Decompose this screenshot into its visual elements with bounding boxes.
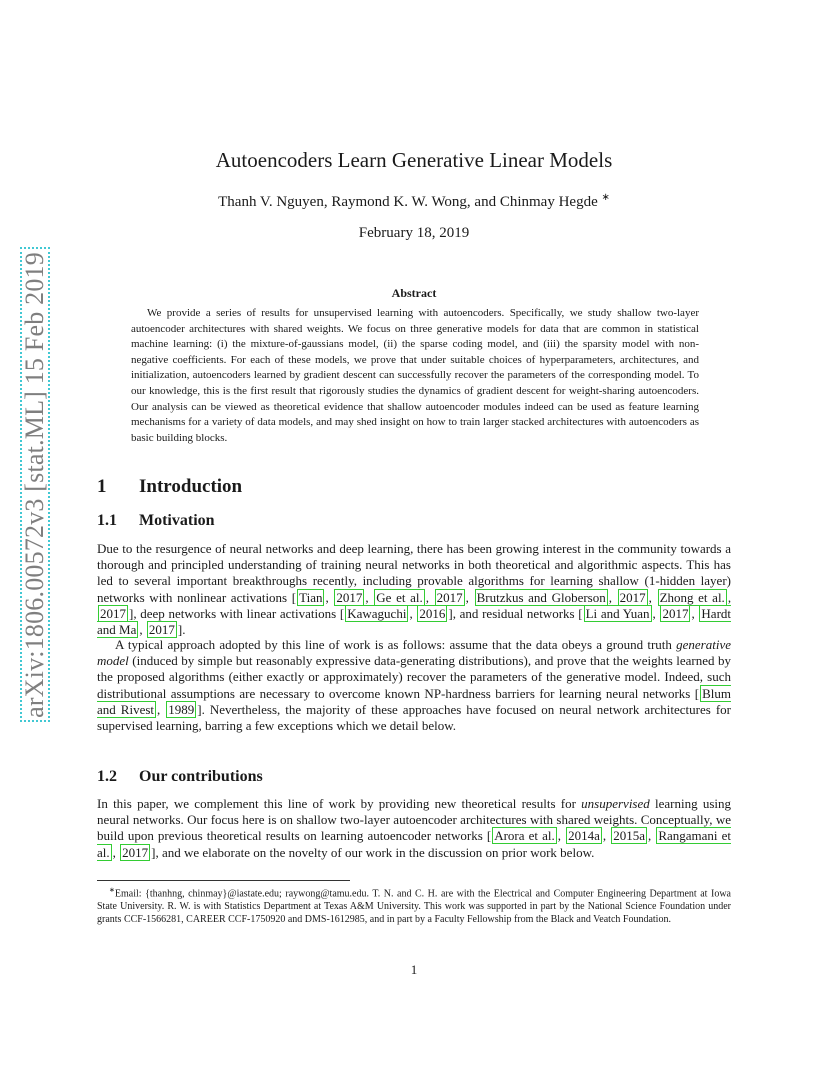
arxiv-id: arXiv:1806.00572v3 [stat.ML] 15 Feb 2019	[20, 251, 49, 718]
citation-link[interactable]: 2017	[619, 589, 646, 605]
citation-link[interactable]: 2017	[100, 605, 126, 621]
text: ], deep networks with linear activations [	[129, 605, 345, 621]
author-footnote-mark[interactable]: ∗	[601, 192, 610, 203]
text: In this paper, we complement this line of work by providing new theoretical results for	[97, 796, 582, 811]
citation-link[interactable]: Ge et al.	[376, 589, 423, 605]
citation-link[interactable]: Tian	[299, 589, 323, 605]
text: ,	[365, 589, 374, 605]
text: ,	[608, 589, 617, 605]
text: ,	[325, 589, 334, 605]
paper-date: February 18, 2019	[358, 225, 470, 241]
authors: Thanh V. Nguyen, Raymond K. W. Wong, and Chinmay Hegde	[218, 194, 598, 210]
footnote-text: Email: {thanhng, chinmay}@iastate.edu; raywong@tamu.edu. T. N. and C. H. are with the Electrical and Computer Engineering Department at Iowa State University. R. W. is with Statistics Department at Texas A&M University. This work was supported in part by the National Science Foundation under grants CCF-1566281, CAREER CCF-1750920 and DMS-1612985, and in part by a Faculty Fellowship from the Black and Veatch Foundation.	[97, 888, 731, 926]
text: (induced by simple but reasonably expressive data-generating distributions), and prove that the weights learned by the proposed algorithms (either exactly or approximately) recover the parameters of the generative model. Indeed, such distributional assumptions are necessary to overcome known NP-hardness barriers for learning neural networks [	[97, 653, 731, 701]
text: ,	[602, 828, 611, 844]
citation-link[interactable]: 2017	[662, 605, 689, 621]
subsection-heading-motivation	[97, 512, 215, 530]
text: A typical approach adopted by this line of work is as follows: assume that the data obeys a ground truth	[115, 637, 677, 652]
emphasis: unsupervised	[581, 796, 650, 811]
text: ,	[139, 622, 146, 638]
footnote-mark: ∗	[109, 886, 115, 894]
text: ,	[652, 605, 660, 621]
subsection-title: Motivation	[139, 512, 215, 529]
citation-link[interactable]: Rangamani et al.	[97, 828, 731, 860]
text: ,	[557, 828, 566, 844]
text: ], and residual networks [	[448, 605, 583, 621]
text: ,	[691, 605, 699, 621]
citation-link[interactable]: Zhong et al.	[659, 589, 725, 605]
paragraph-contributions	[97, 796, 731, 861]
footnote	[97, 884, 731, 926]
text: ,	[157, 701, 166, 717]
text: ,	[465, 589, 474, 605]
footnote-divider	[97, 880, 350, 881]
subsection-title: Our contributions	[139, 768, 263, 785]
text: ], and we elaborate on the novelty of our work in the discussion on prior work below.	[151, 844, 595, 860]
text: ,	[112, 844, 120, 860]
text: ].	[177, 622, 186, 638]
citation-link[interactable]: Brutzkus and Globerson	[476, 589, 606, 605]
text: Due to the resurgence of neural networks and deep learning, there has been growing interest in the community towards a thorough and principled understanding of training neural networks in both theoretical and algorithmic aspects. This has led to several important breakthroughs recently, including provable algorithms for learning shallow (1-hidden layer) networks with nonlinear activations [	[97, 541, 731, 605]
page-number: 1	[410, 962, 418, 977]
arxiv-stamp	[20, 247, 50, 722]
citation-link[interactable]: 2017	[148, 622, 175, 638]
text: ,	[647, 828, 656, 844]
citation-link[interactable]: Hardt and Ma	[97, 605, 732, 638]
authors-line	[0, 192, 828, 211]
abstract-heading: Abstract	[391, 286, 437, 300]
text: ,	[727, 589, 732, 605]
paragraph-motivation-1	[97, 541, 731, 638]
paragraph-motivation-2	[97, 637, 731, 734]
citation-link[interactable]: Kawaguchi	[347, 605, 407, 621]
citation-link[interactable]: Blum and Rivest	[97, 685, 731, 717]
section-number: 1	[97, 476, 107, 497]
citation-link[interactable]: 2017	[336, 589, 363, 605]
text: ,	[409, 605, 417, 621]
citation-link[interactable]: 2014a	[568, 828, 600, 844]
citation-link[interactable]: 2015a	[613, 828, 645, 844]
section-title: Introduction	[139, 476, 243, 497]
text: ,	[648, 589, 657, 605]
citation-link[interactable]: 2017	[436, 589, 463, 605]
citation-link[interactable]: 2016	[419, 605, 446, 621]
text: ]. Nevertheless, the majority of these approaches have focused on neural network architectures for supervised learning, barring a few exceptions which we detail below.	[97, 701, 731, 734]
subsection-heading-contributions	[97, 768, 263, 786]
emphasis: generative model	[97, 637, 731, 669]
abstract-text: We provide a series of results for unsupervised learning with autoencoders. Specifically, we study shallow two-layer autoencoder architectures with shared weights. We focus on three generative models for data that are common in statistical machine learning: (i) the mixture-of-gaussians model, (ii) the sparse coding model, and (iii) the sparsity model with non-negative coefficients. For each of these models, we prove that under suitable choices of hyperparameters, architectures, and initialization, autoencoders learned by gradient descent can successfully recover the parameters of the corresponding model. To our knowledge, this is the first result that rigorously studies the dynamics of gradient descent for weight-sharing autoencoders. Our analysis can be viewed as theoretical evidence that shallow autoencoder modules indeed can be used as feature learning mechanisms for a variety of data models, and may shed insight on how to train larger stacked architectures with autoencoders as basic building blocks.	[131, 307, 699, 444]
citation-link[interactable]: 1989	[168, 701, 195, 717]
citation-link[interactable]: Arora et al.	[494, 828, 555, 844]
citation-link[interactable]: 2017	[122, 844, 149, 860]
subsection-number: 1.2	[97, 768, 117, 785]
paper-title: Autoencoders Learn Generative Linear Models	[215, 148, 613, 172]
citation-link[interactable]: Li and Yuan	[585, 605, 650, 621]
text: ,	[425, 589, 434, 605]
text: learning using neural networks. Our focus here is on shallow two-layer autoencoder architectures with shared weights. Conceptually, we build upon previous theoretical results on learning autoencoder networks [	[97, 796, 731, 844]
subsection-number: 1.1	[97, 512, 117, 529]
section-heading-introduction	[97, 476, 242, 498]
